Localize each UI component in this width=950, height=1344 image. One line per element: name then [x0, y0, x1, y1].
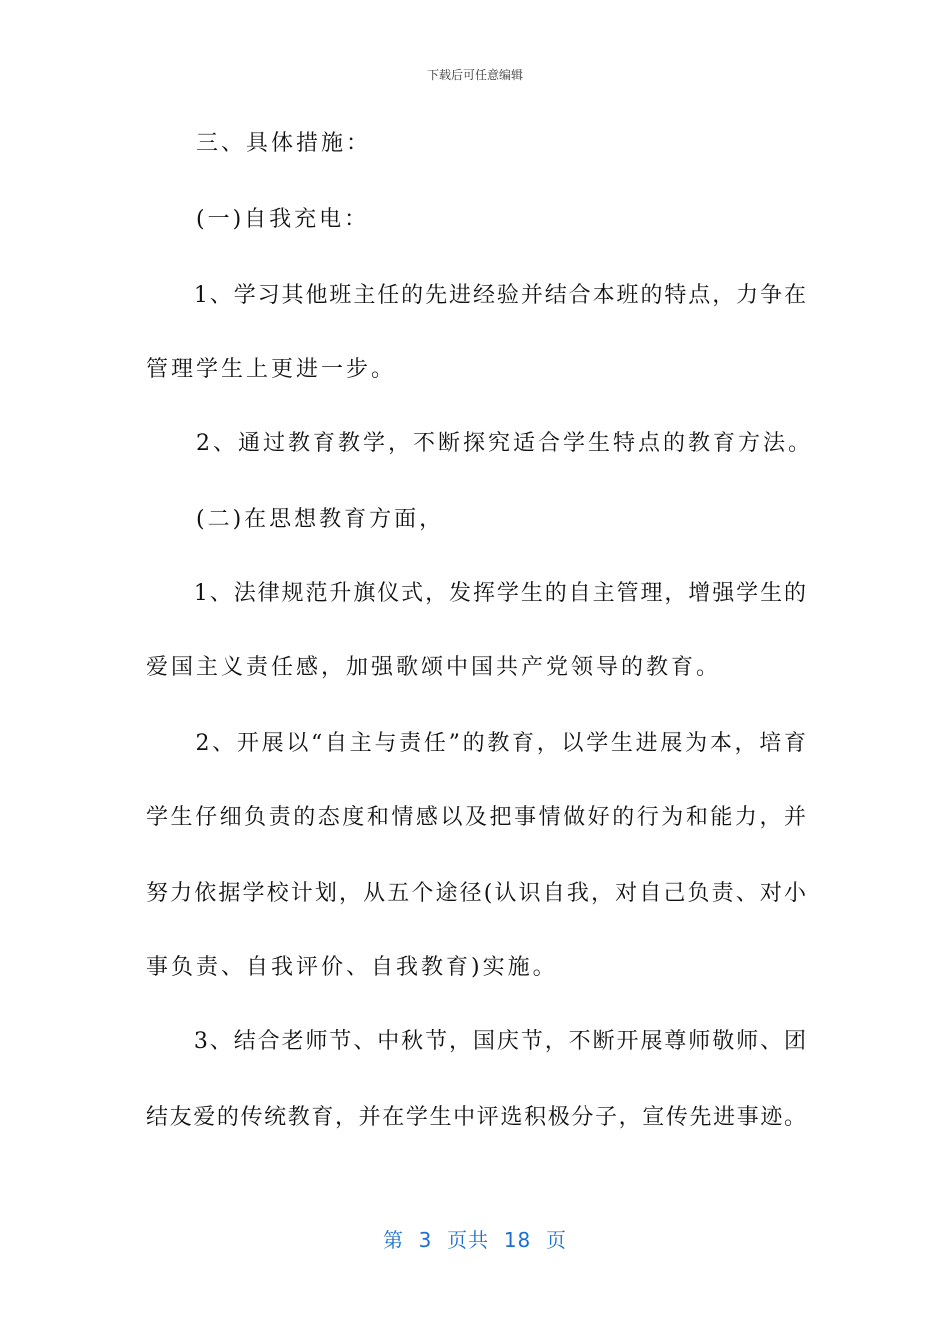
body-line: 1、法律规范升旗仪式，发挥学生的自主管理，增强学生的: [146, 581, 806, 606]
body-line: 3、结合老师节、中秋节，国庆节，不断开展尊师敬师、团: [146, 1029, 806, 1054]
body-line: 管理学生上更进一步。: [146, 357, 397, 382]
page-number-footer: [0, 1224, 950, 1253]
body-line: 爱国主义责任感，加强歌颂中国共产党领导的教育。: [146, 655, 722, 680]
body-line: 2、通过教育教学，不断探究适合学生特点的教育方法。: [146, 431, 813, 456]
body-line: 1、学习其他班主任的先进经验并结合本班的特点，力争在: [146, 283, 806, 308]
body-line: 2、开展以“自主与责任”的教育，以学生进展为本，培育: [146, 731, 806, 756]
body-line: 学生仔细负责的态度和情感以及把事情做好的行为和能力，并: [146, 805, 806, 830]
body-line: (一)自我充电：: [146, 207, 370, 232]
body-line: 三、具体措施：: [146, 131, 372, 156]
page-header-note: 下载后可任意编辑: [426, 68, 523, 82]
body-line: (二)在思想教育方面，: [146, 507, 445, 532]
page-number-label: 第 3 页共 18 页: [382, 1228, 568, 1252]
body-line: 努力依据学校计划，从五个途径(认识自我，对自己负责、对小: [146, 881, 806, 906]
body-line: 事负责、自我评价、自我教育)实施。: [146, 955, 558, 980]
body-line: 结友爱的传统教育，并在学生中评选积极分子，宣传先进事迹。: [146, 1105, 806, 1130]
